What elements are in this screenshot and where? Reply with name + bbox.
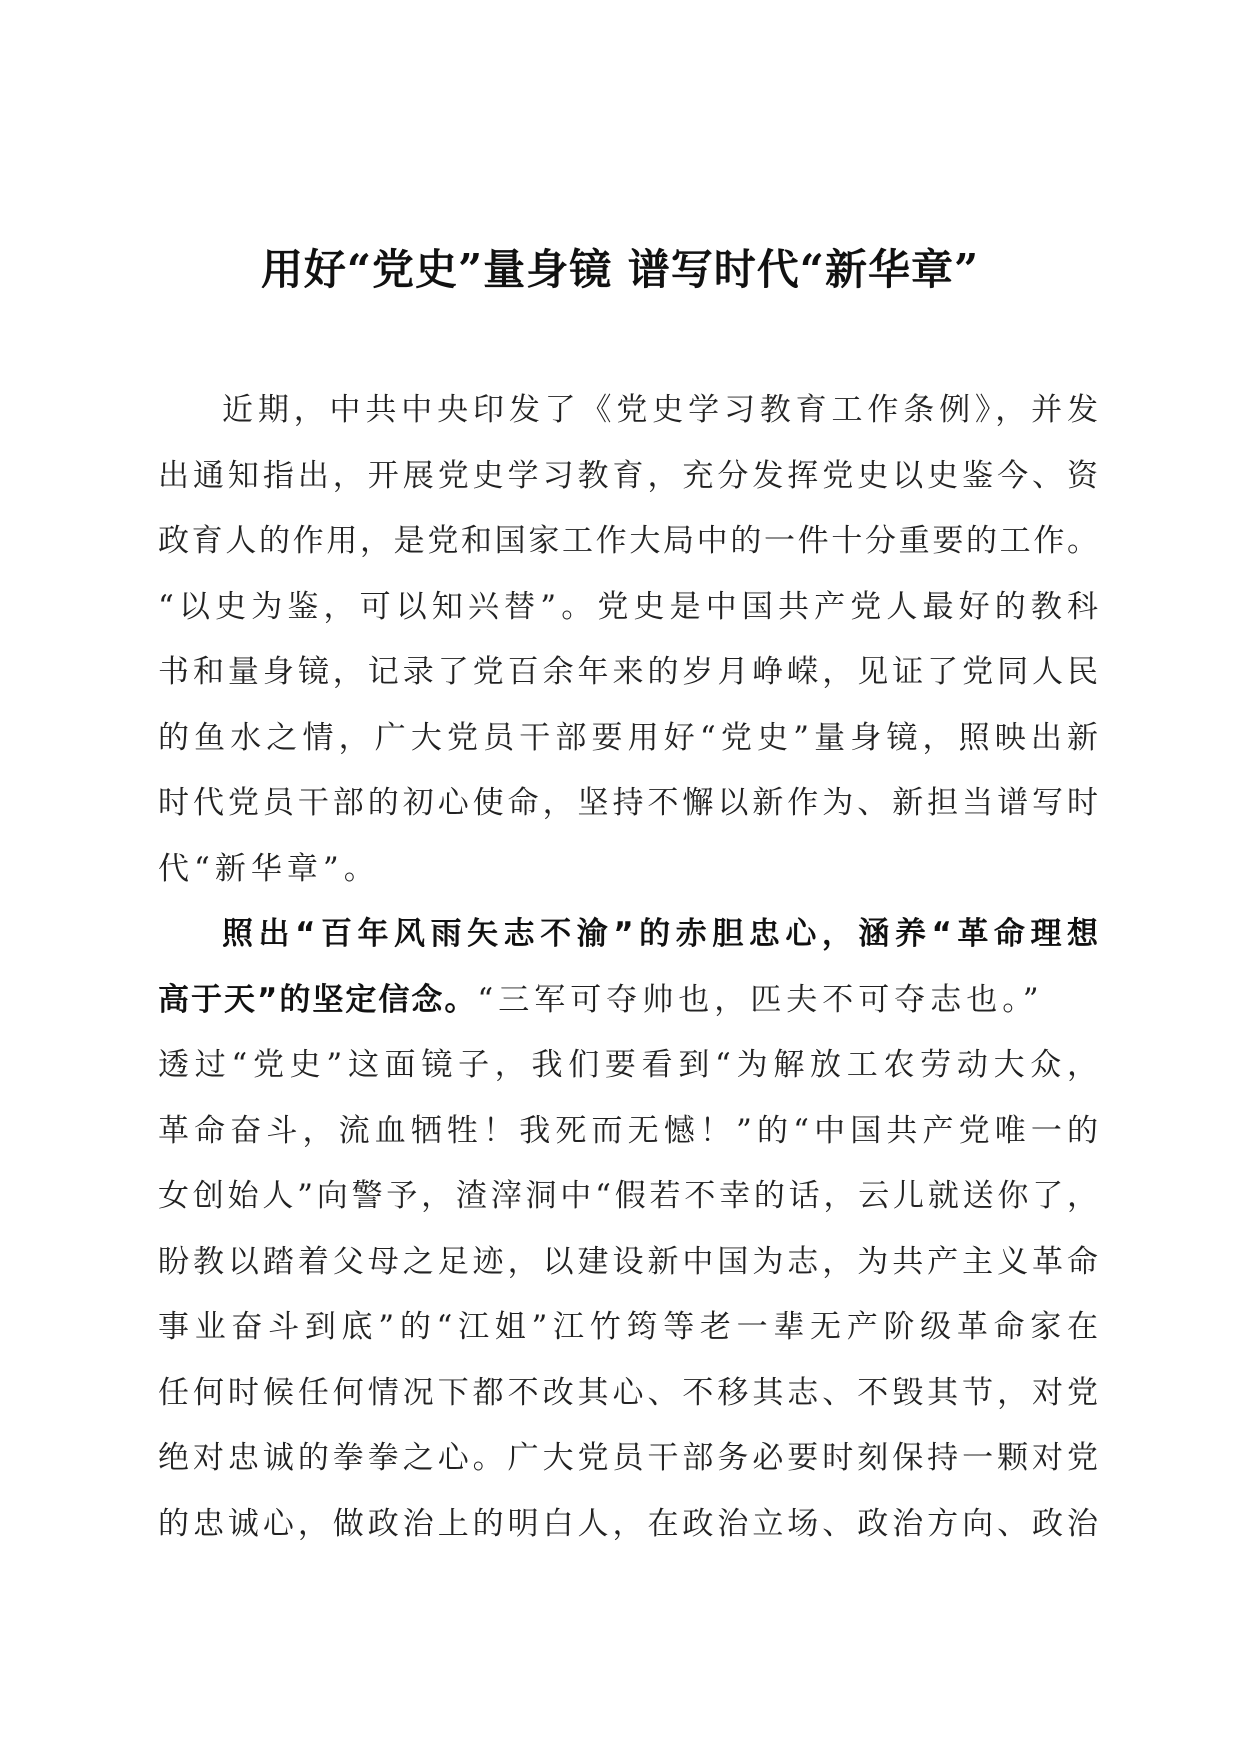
text-line: 代“新华章”。 [158, 850, 380, 887]
text-line: 任何时候任何情况下都不改其心、不移其志、不毁其节，对党 [158, 1374, 1098, 1411]
text-line: 绝对忠诚的拳拳之心。广大党员干部务必要时刻保持一颗对党 [158, 1440, 1098, 1476]
text-line: “以史为鉴，可以知兴替”。党史是中国共产党人最好的教科 [158, 588, 1098, 625]
text-line: 时代党员干部的初心使命，坚持不懈以新作为、新担当谱写时 [158, 785, 1098, 821]
text-line: 政育人的作用，是党和国家工作大局中的一件十分重要的工作。 [158, 523, 1098, 559]
paragraph-heading-line: 照出“百年风雨矢志不渝”的赤胆忠心，涵养“革命理想 [222, 916, 1098, 952]
text-line: 革命奋斗，流血牺牲！我死而无憾！”的“中国共产党唯一的 [158, 1112, 1098, 1149]
text-line: 近期，中共中央印发了《党史学习教育工作条例》，并发 [222, 392, 1098, 428]
paragraph-2 [158, 902, 1098, 1557]
text-line: 的忠诚心，做政治上的明白人，在政治立场、政治方向、政治 [158, 1505, 1098, 1542]
text-line: 透过“党史”这面镜子，我们要看到“为解放工农劳动大众， [158, 1047, 1098, 1083]
document-body [158, 378, 1098, 1557]
text-line-rest: “三军可夺帅也，匹夫不可夺志也。” [477, 981, 1044, 1018]
text-line: 女创始人”向警予，渣滓洞中“假若不幸的话，云儿就送你了， [158, 1178, 1098, 1214]
text-line: 盼教以踏着父母之足迹，以建设新中国为志，为共产主义革命 [158, 1243, 1098, 1280]
text-line: 事业奋斗到底”的“江姐”江竹筠等老一辈无产阶级革命家在 [158, 1309, 1098, 1345]
paragraph-heading-end: 高于天”的坚定信念。 [158, 981, 478, 1018]
text-line-mixed [158, 968, 1098, 1034]
text-line: 的鱼水之情，广大党员干部要用好“党史”量身镜，照映出新 [158, 719, 1098, 756]
paragraph-1 [158, 378, 1098, 902]
text-line: 书和量身镜，记录了党百余年来的岁月峥嵘，见证了党同人民 [158, 654, 1098, 690]
text-line: 出通知指出，开展党史学习教育，充分发挥党史以史鉴今、资 [158, 457, 1098, 494]
document-title: 用好“党史”量身镜 谱写时代“新华章” [260, 245, 980, 294]
